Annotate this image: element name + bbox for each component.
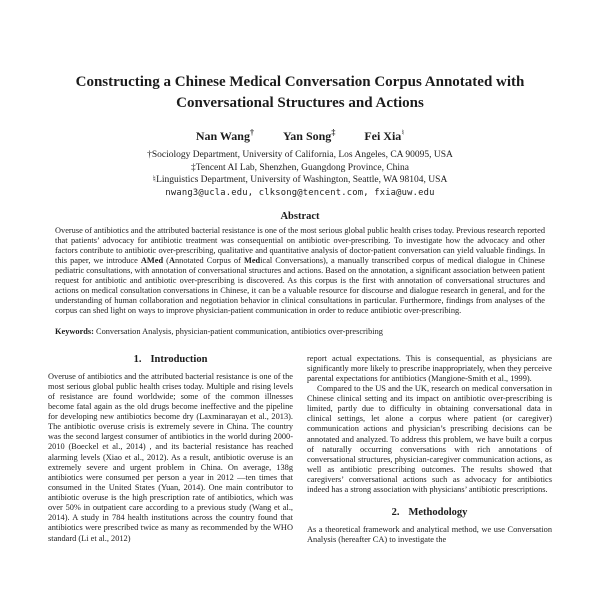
- abstract-bold-amed: AMed: [140, 255, 164, 265]
- authors-row: [48, 127, 552, 144]
- abstract-part: Overuse of antibiotics and the attributed bacterial resistance is one of the most serious global public health crises today. Previous research reported that patients’ advocacy for antibiotic treatment was consequential on antibiotic over-prescribing. To investigate how the advocacy and other factors contribute to antibiotic over-prescribing, qualitative and quantitative analysis of doctor-patient conversation can yield valuable findings. In this paper, we introduce: [55, 225, 545, 265]
- affiliations-block: [48, 149, 552, 187]
- author-name: Nan Wang†: [195, 128, 254, 143]
- two-column-body: [48, 354, 552, 546]
- right-column-paragraph: Compared to the US and the UK, research on medical conversation in Chinese clinical setting and its impact on antibiotic over-prescribing is limited, partly due to difficulty in obtaining conversational data in clinical settings, let alone a corpus where patient (or caregiver) communication actions and physician’s prescribing decisions can be annotated and analyzed. To address this problem, we have built a corpus of naturally occurring conversations with rich annotations of conversational structures, physician-caregiver communication actions, as well as antibiotic prescribing outcomes. The results showed that caregivers’ conversational actions such as advocacy for antibiotics indeed has a strong association with physicians’ antibiotic prescriptions.: [307, 383, 552, 495]
- abstract-heading: Abstract: [280, 210, 320, 222]
- paper-title: [48, 0, 552, 114]
- section-heading-introduction: [48, 354, 293, 365]
- keywords-text: Conversation Analysis, physician-patient communication, antibiotics over-prescribing: [93, 326, 383, 336]
- abstract-bold-med: Med: [243, 255, 261, 265]
- author-name: Fei Xia♮: [364, 128, 405, 143]
- keywords-label: Keywords:: [55, 326, 94, 336]
- abstract-text: [55, 226, 545, 316]
- affiliation-line: ♮Linguistics Department, University of Washington, Seattle, WA 98104, USA: [152, 175, 448, 186]
- abstract-part: nnotated Corpus of: [174, 255, 244, 265]
- paper-title-line1: Constructing a Chinese Medical Conversation Corpus Annotated with: [75, 74, 525, 90]
- section-number: 1.: [133, 353, 142, 365]
- affiliation-line: ‡Tencent AI Lab, Shenzhen, Guangdong Province, China: [190, 162, 410, 173]
- author-mark: ♮: [401, 128, 405, 137]
- affiliation-line: †Sociology Department, University of California, Los Angeles, CA 90095, USA: [147, 150, 453, 160]
- methodology-paragraph: As a theoretical framework and analytical method, we use Conversation Analysis (hereafter CA) to investigate the: [307, 525, 552, 545]
- section-number: 2.: [391, 507, 400, 519]
- left-column: [48, 354, 293, 546]
- introduction-paragraph: Overuse of antibiotics and the attributed bacterial resistance is one of the most serious global public health crises today. Multiple and rising levels of resistance are found worldwide; some of the common illnesses become fatal again as the old drugs become ineffective and the pipeline for developing new antibiotics become dry (Laxminarayan et al., 2013). The antibiotic overuse crisis is extremely severe in China. The country was the second largest consumer of antibiotics in the world during 2000-2010 (Boeckel et al., 2014) , and its bacterial resistance has reached alarming levels (Xiao et al., 2012). As a result, antibiotic overuse is an extremely severe and urgent problem in China. On average, 138g antibiotics were consumed per person a year in 2012 —ten times that consumed in the United States (Yuan, 2014). One main contributor to antibiotic overuse is the high prescription rate of antibiotics, which was over 50% in outpatient care according to a previous study (Wang et al., 2014). A study in 784 health institutions across the country found that antibiotics were prescribed twice as many as recommended by the WHO standard (Li et al., 2012): [48, 371, 293, 543]
- section-title: Introduction: [150, 353, 208, 365]
- author-mark: ‡: [331, 128, 336, 137]
- abstract-part: (: [163, 255, 169, 265]
- abstract-part: ical Conversations), a manually transcribed corpus of medical dialogue in Chinese pediatric consultations, with annotation of conversational structures and actions. Based on the annotation, a significant association between patient request for antibiotic and antibiotic over-prescribing is discovered. As this corpus is the first with annotation of conversational structures and actions on medical consultation conversations in Chinese, it can be a valuable resource for discourse and dialogue research in general, and for the understanding of human collaboration and negotiation behavior in clinical consultations in particular. Furthermore, findings from analyses of the corpus can shed light on ways to improve physician-patient communication in order to reduce antibiotic over-prescribing.: [55, 255, 546, 315]
- author-emails: nwang3@ucla.edu, clksong@tencent.com, fxia@uw.edu: [165, 187, 435, 198]
- section-heading-methodology: [307, 507, 552, 518]
- author-mark: †: [249, 128, 254, 137]
- author-name: Yan Song‡: [282, 128, 336, 143]
- right-column-paragraph: report actual expectations. This is consequential, as physicians are significantly more likely to prescribe inappropriately, when they perceive parental expectations for antibiotics (Mangione-Smith et al., 1999).: [307, 353, 552, 383]
- section-title: Methodology: [408, 507, 468, 519]
- paper-title-line2: Conversational Structures and Actions: [176, 95, 424, 111]
- keywords-line: [55, 327, 545, 337]
- right-column: [307, 354, 552, 546]
- abstract-bold-a: A: [168, 255, 175, 265]
